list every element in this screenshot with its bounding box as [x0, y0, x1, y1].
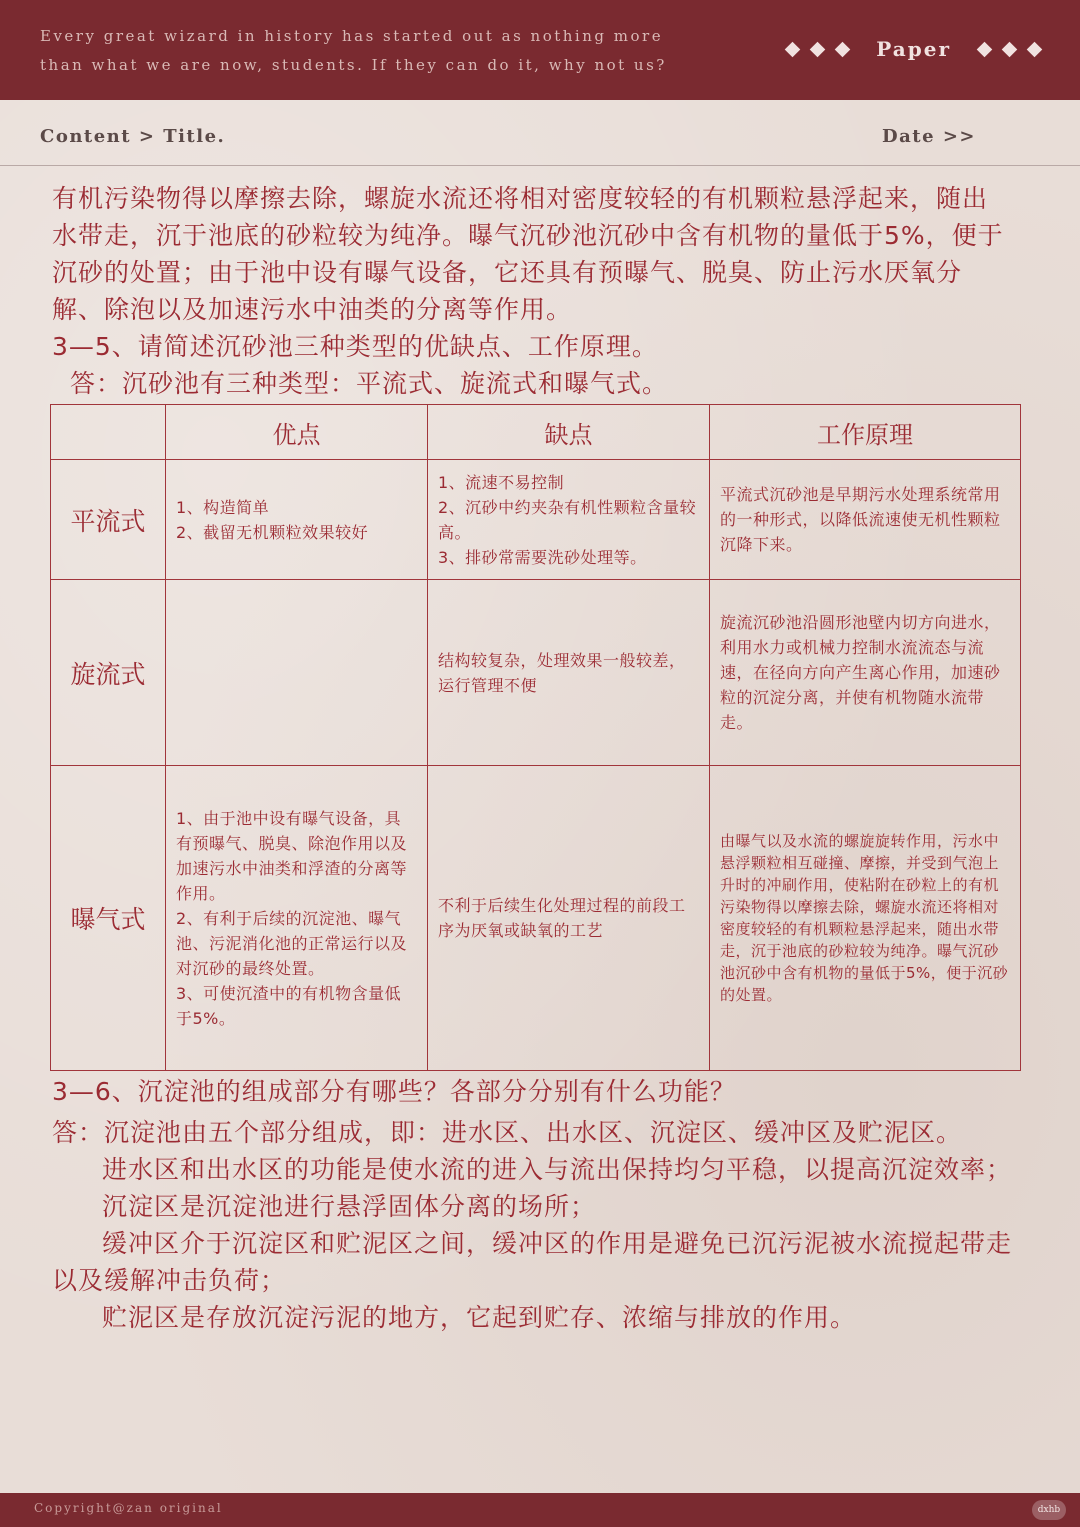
section-3-6: [52, 1073, 1012, 1336]
quote-line-1: Every great wizard in history has started out as nothing more: [40, 27, 664, 45]
header-divider: [0, 165, 1080, 166]
table-row: [51, 766, 1021, 1071]
header-quote: [40, 22, 720, 80]
principle-cell: 由曝气以及水流的螺旋旋转作用，污水中悬浮颗粒相互碰撞、摩擦，并受到气泡上升时的冲刷作用，使粘附在砂粒上的有机污染物得以摩擦去除，螺旋水流还将相对密度较轻的有机颗粒悬浮起来，随出水带走，沉于池底的砂粒较为纯净。曝气沉砂池沉砂中含有机物的量低于5%，便于沉砂的处置。: [710, 766, 1021, 1071]
intro-paragraph: 有机污染物得以摩擦去除，螺旋水流还将相对密度较轻的有机颗粒悬浮起来，随出水带走，沉于池底的砂粒较为纯净。曝气沉砂池沉砂中含有机物的量低于5%，便于沉砂的处置；由于池中设有曝气设备，它还具有预曝气、脱臭、防止污水厌氧分解、除泡以及加速污水中油类的分离等作用。: [52, 184, 1004, 324]
date-label: Date >>: [882, 126, 976, 147]
paragraph-buffer-zone: 缓冲区介于沉淀区和贮泥区之间，缓冲区的作用是避免已沉污泥被水流搅起带走以及缓解冲击负荷；: [52, 1229, 1013, 1295]
brand-title: Paper: [876, 37, 951, 61]
table-header-cell: 优点: [166, 405, 428, 460]
answer-3-5: 答：沉砂池有三种类型：平流式、旋流式和曝气式。: [70, 369, 669, 398]
watermark-badge: dxhb: [1032, 1500, 1066, 1520]
question-3-6: 3—6、沉淀池的组成部分有哪些？各部分分别有什么功能？: [52, 1077, 736, 1106]
row-type: 曝气式: [51, 766, 166, 1071]
pros-cell: 1、由于池中设有曝气设备，具有预曝气、脱臭、除泡作用以及加速污水中油类和浮渣的分离等作用。 2、有利于后续的沉淀池、曝气池、污泥消化池的正常运行以及对沉砂的最终处置。 3、可使沉渣中的有机物含量低于5%。: [166, 766, 428, 1071]
pros-cell: [166, 580, 428, 766]
brand-group: [787, 34, 1040, 64]
paragraph-sludge-zone: 贮泥区是存放沉淀污泥的地方，它起到贮存、浓缩与排放的作用。: [102, 1303, 857, 1332]
header-bar: [0, 0, 1080, 100]
table-header-cell: [51, 405, 166, 460]
table-header-cell: 工作原理: [710, 405, 1021, 460]
diamond-icon: [810, 41, 826, 57]
diamond-icon: [835, 41, 851, 57]
cons-cell: 不利于后续生化处理过程的前段工序为厌氧或缺氧的工艺: [428, 766, 710, 1071]
quote-line-2: than what we are now, students. If they can do it, why not us?: [40, 56, 667, 74]
question-3-5: 3—5、请简述沉砂池三种类型的优缺点、工作原理。: [52, 332, 658, 361]
intro-section: [52, 180, 1012, 402]
footer-bar: [0, 1493, 1080, 1527]
sand-chamber-table: [50, 404, 1021, 1071]
table-header-cell: 缺点: [428, 405, 710, 460]
principle-cell: 平流式沉砂池是早期污水处理系统常用的一种形式，以降低流速使无机性颗粒沉降下来。: [710, 460, 1021, 580]
principle-cell: 旋流沉砂池沿圆形池壁内切方向进水，利用水力或机械力控制水流流态与流速，在径向方向产生离心作用，加速砂粒的沉淀分离，并使有机物随水流带走。: [710, 580, 1021, 766]
row-type: 平流式: [51, 460, 166, 580]
paragraph-inlet-outlet: 进水区和出水区的功能是使水流的进入与流出保持均匀平稳，以提高沉淀效率；: [102, 1155, 1013, 1184]
pros-cell: 1、构造简单 2、截留无机颗粒效果较好: [166, 460, 428, 580]
table-row: [51, 580, 1021, 766]
row-type: 旋流式: [51, 580, 166, 766]
diamond-icon: [977, 41, 993, 57]
answer-3-6: 答：沉淀池由五个部分组成，即：进水区、出水区、沉淀区、缓冲区及贮泥区。: [52, 1118, 963, 1147]
breadcrumb: Content > Title.: [40, 126, 226, 147]
paragraph-settling-zone: 沉淀区是沉淀池进行悬浮固体分离的场所；: [102, 1192, 597, 1221]
cons-cell: 1、流速不易控制 2、沉砂中约夹杂有机性颗粒含量较高。 3、排砂常需要洗砂处理等。: [428, 460, 710, 580]
cons-cell: 结构较复杂，处理效果一般较差，运行管理不便: [428, 580, 710, 766]
diamond-icon: [1002, 41, 1018, 57]
diamond-icon: [1027, 41, 1043, 57]
copyright-text: Copyright@zan original: [34, 1501, 223, 1515]
diamond-icon: [785, 41, 801, 57]
table-header-row: [51, 405, 1021, 460]
table-row: [51, 460, 1021, 580]
